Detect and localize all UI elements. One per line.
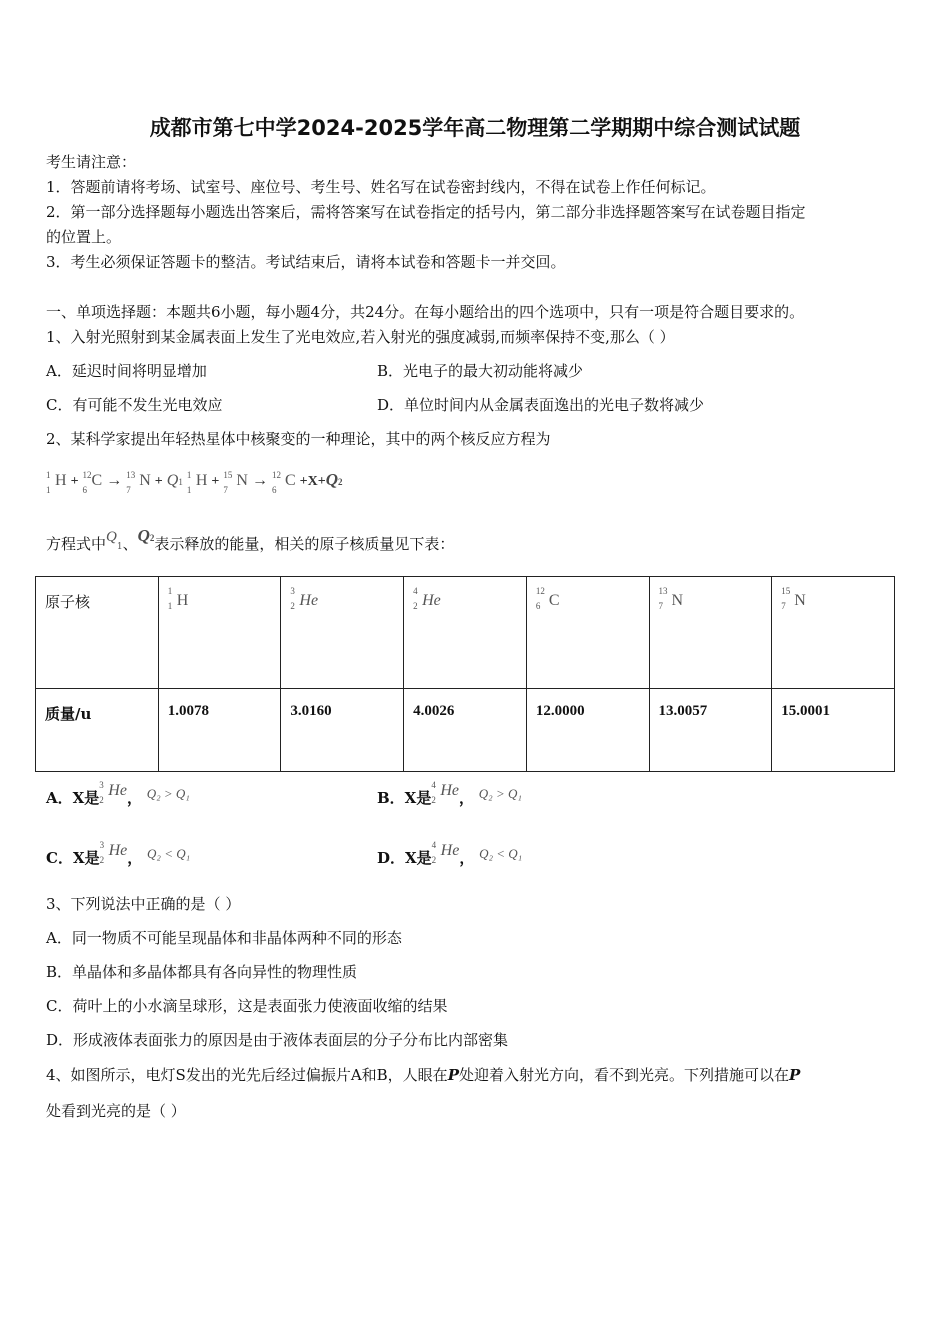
q2-option-c: C．X是 3 2 He， Q₂ < Q₁	[46, 840, 191, 867]
table-cell-nucleus: 4 2 He	[404, 577, 527, 689]
table-cell-mass: 4.0026	[404, 688, 527, 771]
q3-option-b: B．单晶体和多晶体都具有各向异性的物理性质	[46, 963, 358, 981]
q2-reaction-equations: 1 1 H + 12 6 C → 13 7 N + Q1 1 1 H + 15 7 N → 12 6 C +X+Q2	[46, 470, 343, 495]
notice-item-2-cont: 的位置上。	[46, 228, 122, 246]
table-cell-mass: 1.0078	[158, 688, 281, 771]
q2-stem: 2、某科学家提出年轻热星体中核聚变的一种理论，其中的两个核反应方程为	[46, 430, 551, 448]
table-cell-mass: 15.0001	[772, 688, 895, 771]
table-cell-nucleus: 13 7 N	[649, 577, 772, 689]
table-head-mass: 质量/u	[36, 688, 159, 771]
table-cell-nucleus: 1 1 H	[158, 577, 281, 689]
nucleus-h1-second: 1 1 H	[186, 470, 208, 495]
nucleus-n13: 13 7 N	[126, 470, 151, 495]
q1-option-d: D．单位时间内从金属表面逸出的光电子数将减少	[377, 396, 705, 414]
q1-option-c: C．有可能不发生光电效应	[46, 396, 223, 414]
table-cell-mass: 13.0057	[649, 688, 772, 771]
q2-option-b: B．X是 4 2 He， Q₂ > Q₁	[377, 780, 522, 807]
nucleus-c12: 12 6 C	[82, 470, 103, 495]
nucleus-mass-table	[35, 576, 895, 772]
table-cell-nucleus: 12 6 C	[526, 577, 649, 689]
nucleus-h1: 1 1 H	[46, 470, 67, 495]
q1-stem: 1、入射光照射到某金属表面上发生了光电效应,若入射光的强度减弱,而频率保持不变,那么（ ）	[46, 328, 675, 346]
notice-item-3: 3．考生必须保证答题卡的整洁。考试结束后，请将本试卷和答题卡一并交回。	[46, 253, 566, 271]
q3-option-d: D．形成液体表面张力的原因是由于液体表面层的分子分布比内部密集	[46, 1031, 509, 1049]
q4-stem-cont: 处看到光亮的是（ ）	[46, 1102, 186, 1120]
q3-stem: 3、下列说法中正确的是（ ）	[46, 895, 241, 913]
q2-symbol: Q2	[325, 470, 343, 489]
notice-heading: 考生请注意：	[46, 153, 137, 171]
table-row	[36, 577, 895, 689]
q1-option-a: A．延迟时间将明显增加	[46, 362, 207, 380]
q2-description: 方程式中Q1、Q2表示释放的能量，相关的原子核质量见下表：	[46, 526, 455, 553]
nucleus-n15: 15 7 N	[223, 470, 248, 495]
table-cell-nucleus: 3 2 He	[281, 577, 404, 689]
section-heading: 一、单项选择题：本题共6小题，每小题4分，共24分。在每小题给出的四个选项中，只有一项是符合题目要求的。	[46, 303, 805, 321]
table-row	[36, 688, 895, 771]
exam-title: 成都市第七中学2024-2025学年高二物理第二学期期中综合测试试题	[149, 116, 801, 140]
nucleus-c12-second: 12 6 C	[271, 470, 296, 495]
table-cell-mass: 12.0000	[526, 688, 649, 771]
notice-item-1: 1．答题前请将考场、试室号、座位号、考生号、姓名写在试卷密封线内，不得在试卷上作任何标记。	[46, 178, 716, 196]
table-cell-nucleus: 15 7 N	[772, 577, 895, 689]
q4-stem: 4、如图所示，电灯S发出的光先后经过偏振片A和B，人眼在P处迎着入射光方向，看不到光亮。下列措施可以在P	[46, 1066, 801, 1084]
table-head-nucleus: 原子核	[36, 577, 159, 689]
q1-option-b: B．光电子的最大初动能将减少	[377, 362, 584, 380]
q2-option-d: D．X是 4 2 He， Q₂ < Q₁	[377, 840, 523, 867]
q2-option-a: A．X是 3 2 He， Q₂ > Q₁	[46, 780, 190, 807]
q3-option-a: A．同一物质不可能呈现晶体和非晶体两种不同的形态	[46, 929, 402, 947]
x-symbol: X	[307, 474, 318, 489]
q3-option-c: C．荷叶上的小水滴呈球形，这是表面张力使液面收缩的结果	[46, 997, 448, 1015]
notice-item-2: 2．第一部分选择题每小题选出答案后，需将答案写在试卷指定的括号内，第二部分非选择题答案写在试卷题目指定	[46, 203, 806, 221]
q1-symbol: Q1	[166, 472, 183, 489]
table-cell-mass: 3.0160	[281, 688, 404, 771]
